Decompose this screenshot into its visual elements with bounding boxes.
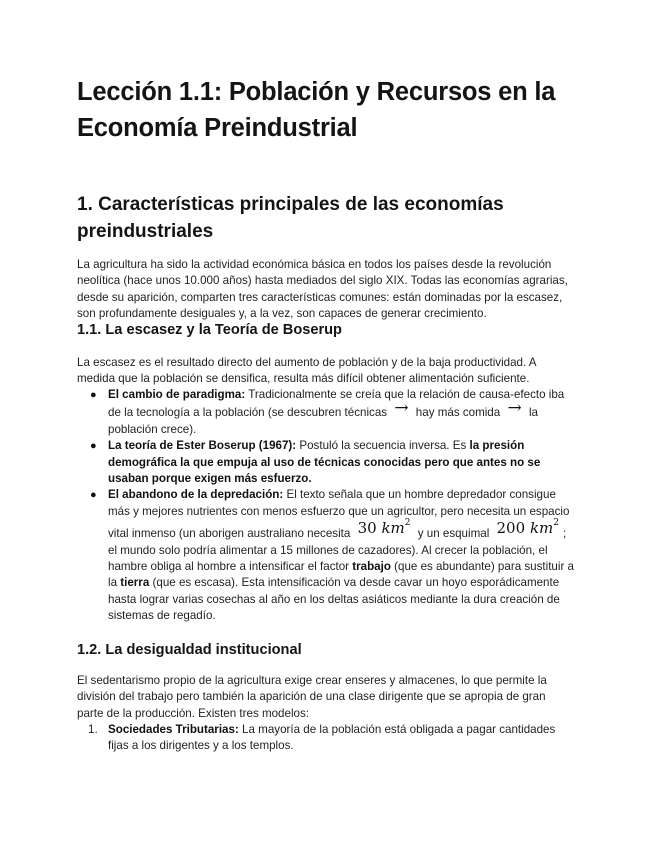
- bullet-text: (que es abundante) para sustituir a la: [108, 560, 574, 590]
- subsection-heading-1-2: 1.2. La desigualdad institucional: [77, 642, 302, 658]
- right-arrow-icon: →: [394, 398, 409, 419]
- boserup-bullet-list: [77, 387, 577, 625]
- bullet-label: El cambio de paradigma:: [108, 388, 246, 401]
- bullet-text: El texto señala que un hombre depredador consigue más y mejores nutrientes con menos esfuerzo que un agricultor, pero necesita un espacio vital inmenso (un aborigen australiano necesita: [108, 488, 570, 541]
- bullet-dot-icon: ●: [90, 389, 97, 401]
- bullet-text: ; el mundo solo podría alimentar a 15 millones de cazadores). Al crecer la población, el hambre obliga al hombre a intensificar el factor: [108, 527, 567, 574]
- bullet-text: Postuló la secuencia inversa. Es: [299, 439, 467, 453]
- bullet-dot-icon: ●: [90, 440, 97, 453]
- math-30-km2: 30 $km^2$: [357, 518, 411, 538]
- bullet-bold-text: la presión demográfica la que empuja al uso de técnicas conocidas pero que antes no se usaban porque exigen más esfuerzo.: [108, 439, 541, 486]
- list-item: [77, 487, 577, 624]
- math-200-km2: 200 $km^2$: [496, 518, 559, 538]
- bullet-text: la población crece).: [108, 406, 538, 436]
- item-label: Sociedades Tributarias:: [108, 723, 239, 736]
- page-title: Lección 1.1: Población y Recursos en la Economía Preindustrial: [77, 78, 556, 142]
- bullet-dot-icon: ●: [90, 489, 97, 502]
- section-heading-1: 1. Características principales de las economías preindustriales: [77, 194, 504, 242]
- subsection-1-1-intro: La escasez es el resultado directo del aumento de población y de la baja productividad. A medida que la población se densifica, resulta más difícil obtener alimentación suficiente.: [77, 356, 536, 386]
- bullet-bold-text: trabajo: [352, 560, 391, 574]
- list-number: 1.: [88, 723, 98, 736]
- bullet-label: El abandono de la depredación:: [108, 488, 284, 502]
- subsection-1-2-intro: El sedentarismo propio de la agricultura exige crear enseres y almacenes, lo que permite la división del trabajo pero también la aparición de una clase dirigente que se apropia de gran parte de la producción. Existen tres modelos:: [77, 674, 547, 720]
- bullet-text: y un esquimal: [417, 527, 490, 541]
- bullet-label: La teoría de Ester Boserup (1967):: [108, 439, 297, 453]
- list-item: [77, 722, 577, 755]
- subsection-heading-1-1: 1.1. La escasez y la Teoría de Boserup: [77, 322, 342, 338]
- section-1-intro: La agricultura ha sido la actividad económica básica en todos los países desde la revolución neolítica (hace unos 10.000 años) hasta mediados del siglo XIX. Todas las economías agrarias, desde su aparición, comparten tres características comunes: están dominadas por la escasez, son profundamente desiguales y, a la vez, son capaces de generar crecimiento.: [77, 258, 568, 321]
- list-item: [77, 387, 577, 438]
- right-arrow-icon: →: [507, 398, 522, 419]
- bullet-text: Tradicionalmente se creía que la relación de causa-efecto iba de la tecnología a la población (se descubren técnicas: [108, 388, 565, 420]
- models-numbered-list: [77, 722, 577, 755]
- bullet-text: (que es escasa). Esta intensificación va desde cavar un hoyo esporádicamente hasta lograr varias cosechas al año en los deltas asiáticos mediante la dura creación de sistemas de regadío.: [108, 576, 560, 623]
- list-item: [77, 438, 577, 487]
- bullet-bold-text: tierra: [120, 576, 150, 590]
- bullet-text: hay más comida: [415, 406, 501, 420]
- item-text: La mayoría de la población está obligada a pagar cantidades fijas a los dirigentes y a los templos.: [108, 723, 556, 753]
